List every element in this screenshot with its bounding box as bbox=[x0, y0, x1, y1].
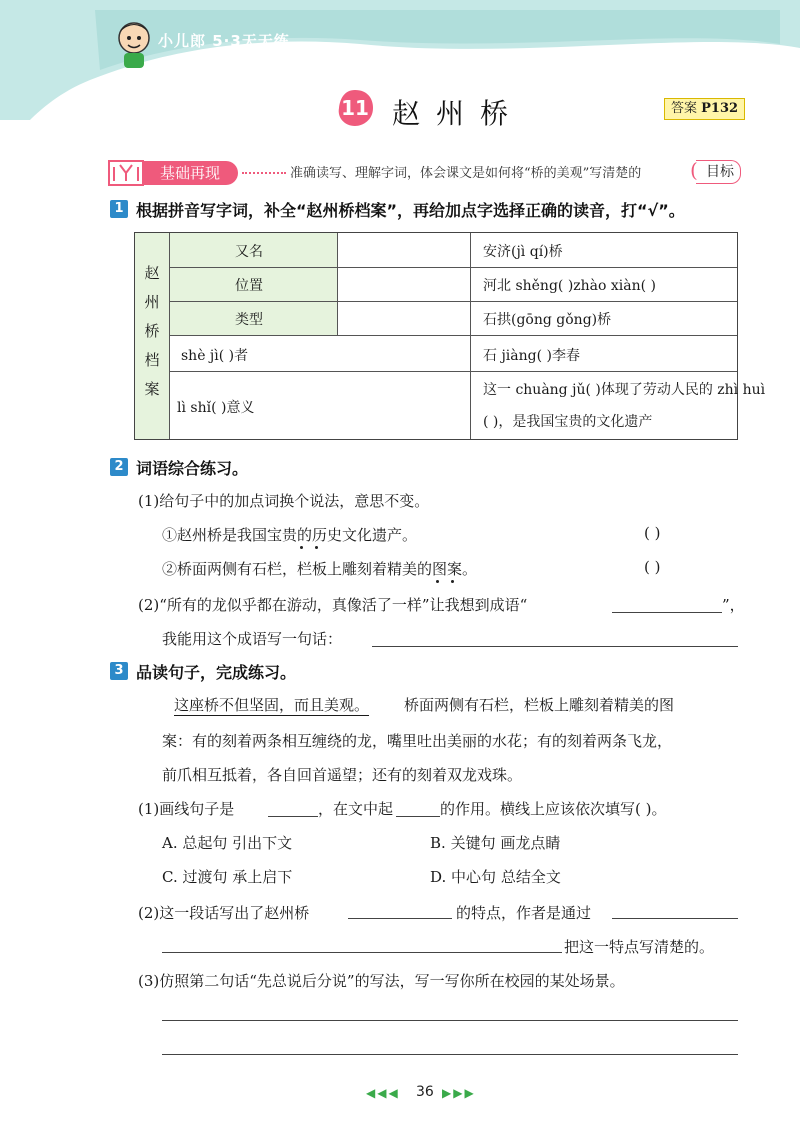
table-row-content: 河北 shěng( )zhào xiàn( ) bbox=[483, 278, 657, 294]
brand-title: 小儿郎 5·3天天练 bbox=[158, 32, 290, 50]
q3-sub2-b: 的特点，作者是通过 bbox=[456, 904, 592, 922]
emphasis-dot bbox=[451, 580, 454, 583]
q3-sub3: (3)仿照第二句话“先总说后分说”的写法，写一写你所在校园的某处场景。 bbox=[138, 972, 625, 990]
footer-arrows-right: ▶▶▶ bbox=[442, 1086, 476, 1100]
question-number-2: 2 bbox=[110, 458, 128, 476]
passage-line-1: 桥面两侧有石栏，栏板上雕刻着精美的图 bbox=[404, 696, 675, 714]
q3-sub1-a: (1)画线句子是 bbox=[138, 800, 235, 818]
page-number: 36 bbox=[416, 1084, 434, 1100]
q2-sub1: (1)给句子中的加点词换个说法，意思不变。 bbox=[138, 492, 430, 510]
table-row-label: 位置 bbox=[235, 278, 263, 294]
table-row-content-cont: ( )，是我国宝贵的文化遗产 bbox=[483, 414, 653, 430]
blank-line[interactable] bbox=[612, 918, 738, 919]
section-divider bbox=[242, 172, 286, 174]
emphasis-dot bbox=[436, 580, 439, 583]
blank-line[interactable] bbox=[396, 816, 440, 817]
option-c[interactable] bbox=[162, 866, 292, 887]
option-text: 关键句 画龙点睛 bbox=[450, 834, 561, 852]
q3-sub2-a: (2)这一段话写出了赵州桥 bbox=[138, 904, 310, 922]
sentence-answer-line[interactable] bbox=[372, 646, 738, 647]
q3-sub1-c: 的作用。横线上应该依次填写( )。 bbox=[440, 800, 667, 818]
writing-line[interactable] bbox=[162, 1054, 738, 1055]
option-key: D. bbox=[430, 868, 447, 886]
mascot-icon bbox=[112, 18, 156, 70]
option-text: 中心句 总结全文 bbox=[451, 868, 561, 886]
option-key: A. bbox=[162, 834, 178, 852]
passage-line-2: 案：有的刻着两条相互缠绕的龙，嘴里吐出美丽的水花；有的刻着两条飞龙， bbox=[162, 732, 673, 750]
writing-line[interactable] bbox=[162, 1020, 738, 1021]
option-b[interactable] bbox=[430, 832, 560, 853]
option-key: C. bbox=[162, 868, 178, 886]
option-a[interactable] bbox=[162, 832, 292, 853]
passage-line-3: 前爪相互抵着，各自回首遥望；还有的刻着双龙戏珠。 bbox=[162, 766, 523, 784]
answer-label: 答案 bbox=[671, 101, 698, 116]
table-side-label: 赵 州 桥 档 案 bbox=[144, 264, 160, 398]
answer-page: P132 bbox=[701, 101, 739, 116]
table-row-content: 安济(jì qí)桥 bbox=[483, 244, 563, 260]
footer-arrows-left: ◀◀◀ bbox=[366, 1086, 400, 1100]
idiom-answer-line[interactable] bbox=[612, 612, 722, 613]
option-d[interactable] bbox=[430, 866, 561, 887]
answer-reference bbox=[664, 98, 745, 120]
answer-paren[interactable]: ( ) bbox=[644, 524, 661, 542]
section-goal: 目标 bbox=[696, 160, 741, 184]
book-icon bbox=[108, 159, 144, 187]
table-row-content: 这一 chuàng jǔ( )体现了劳动人民的 zhì huì bbox=[483, 382, 766, 398]
q2-sub2-end: ”， bbox=[722, 596, 745, 614]
option-text: 总起句 引出下文 bbox=[182, 834, 293, 852]
question-1-prompt: 根据拼音写字词，补全“赵州桥档案”，再给加点字选择正确的读音，打“√”。 bbox=[136, 201, 685, 220]
question-2-prompt: 词语综合练习。 bbox=[136, 459, 249, 478]
table-side-header bbox=[135, 233, 170, 439]
q3-sub1-b: ，在文中起 bbox=[318, 800, 394, 818]
table-row-label: shè jì( )者 bbox=[181, 348, 249, 364]
question-3-prompt: 品读句子，完成练习。 bbox=[136, 663, 297, 682]
question-number-3: 3 bbox=[110, 662, 128, 680]
lesson-title: 赵州桥 bbox=[392, 97, 525, 130]
question-number-1: 1 bbox=[110, 200, 128, 218]
section-tag: 基础再现 bbox=[142, 161, 238, 185]
table-row-label: 类型 bbox=[235, 312, 263, 328]
lesson-number: 11 bbox=[341, 96, 369, 120]
q2-item1: ①赵州桥是我国宝贵的历史文化遗产。 bbox=[162, 526, 418, 544]
emphasis-dot bbox=[315, 546, 318, 549]
q2-sub2-sentence: 我能用这个成语写一句话： bbox=[162, 630, 343, 648]
table-row-label: lì shǐ( )意义 bbox=[177, 400, 255, 416]
blank-line[interactable] bbox=[162, 952, 562, 953]
emphasis-dot bbox=[300, 546, 303, 549]
option-text: 过渡句 承上启下 bbox=[182, 868, 293, 886]
table-row-label: 又名 bbox=[235, 244, 263, 260]
goal-bracket-icon: ( bbox=[690, 158, 698, 182]
q2-sub2: (2)“所有的龙似乎都在游动，真像活了一样”让我想到成语“ bbox=[138, 596, 528, 614]
q2-item2: ②桥面两侧有石栏，栏板上雕刻着精美的图案。 bbox=[162, 560, 478, 578]
archive-table bbox=[134, 232, 766, 440]
option-key: B. bbox=[430, 834, 446, 852]
section-description: 准确读写、理解字词，体会课文是如何将“桥的美观”写清楚的 bbox=[290, 166, 642, 181]
blank-line[interactable] bbox=[268, 816, 318, 817]
blank-line[interactable] bbox=[348, 918, 452, 919]
answer-paren[interactable]: ( ) bbox=[644, 558, 661, 576]
passage-key-sentence: 这座桥不但坚固，而且美观。 bbox=[174, 696, 370, 714]
q3-sub2-c: 把这一特点写清楚的。 bbox=[564, 938, 715, 956]
table-row-content: 石拱(gōng gǒng)桥 bbox=[483, 312, 612, 328]
table-row-content: 石 jiàng( )李春 bbox=[483, 348, 580, 364]
